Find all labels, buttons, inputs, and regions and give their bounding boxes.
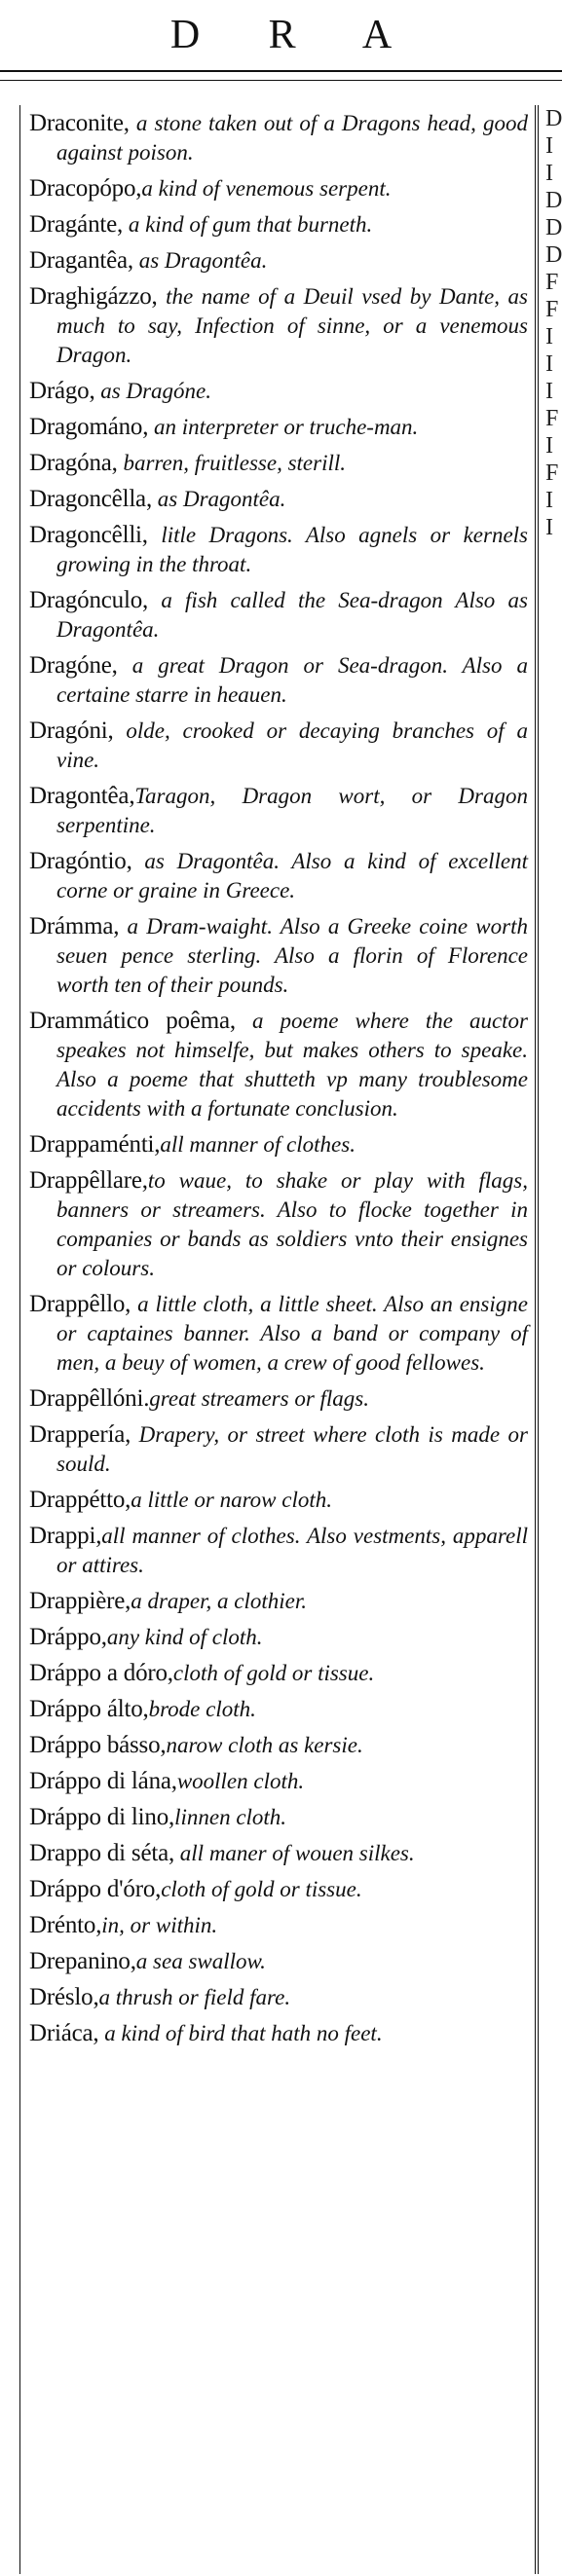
strip-letter: I bbox=[545, 515, 553, 540]
entry-headword: Dragónculo, bbox=[29, 587, 149, 613]
adjacent-column-strip bbox=[545, 105, 562, 2574]
entry-headword: Dráppo di lino, bbox=[29, 1804, 175, 1830]
entry-definition: the name of a Deuil vsed by Dante, as much to say, Infection of sinne, or a venemous Dragon. bbox=[56, 284, 528, 367]
entry-headword: Drappería, bbox=[29, 1421, 131, 1448]
entry-headword: Drappêllo, bbox=[29, 1291, 131, 1317]
entry-definition: a little or narow cloth. bbox=[131, 1488, 333, 1512]
dictionary-entry bbox=[29, 2019, 528, 2048]
dictionary-entry bbox=[29, 1731, 528, 1760]
dictionary-entry bbox=[29, 1947, 528, 1976]
entry-headword: Dragóne, bbox=[29, 652, 118, 679]
strip-letter: I bbox=[545, 379, 553, 404]
entry-definition: barren, fruitlesse, sterill. bbox=[117, 451, 346, 475]
entry-definition: a little cloth, a little sheet. Also an ensigne or captaines banner. Also a band or company of men, a beuy of women, a crew of good fellowes. bbox=[56, 1292, 528, 1375]
entry-headword: Drénto, bbox=[29, 1912, 102, 1938]
dictionary-entry bbox=[29, 1290, 528, 1378]
entry-definition: olde, crooked or decaying branches of a vine. bbox=[56, 718, 528, 772]
entry-definition: a poeme where the auctor speakes not himselfe, but makes others to speake. Also a poeme that shutteth vp many troublesome accidents with a fortunate conclusion. bbox=[56, 1009, 528, 1121]
entry-headword: Dráppo, bbox=[29, 1624, 107, 1650]
strip-letter: F bbox=[545, 406, 559, 431]
dictionary-entry bbox=[29, 246, 528, 276]
entry-headword: Drámma, bbox=[29, 913, 120, 939]
dictionary-entry bbox=[29, 377, 528, 406]
dictionary-entry bbox=[29, 1384, 528, 1414]
dictionary-entry bbox=[29, 1695, 528, 1724]
entry-headword: Dráppo álto, bbox=[29, 1696, 149, 1722]
dictionary-entry bbox=[29, 109, 528, 167]
entry-headword: Dráppo d'óro, bbox=[29, 1876, 162, 1902]
entry-definition: a fish called the Sea-dragon Also as Dragontêa. bbox=[56, 588, 528, 642]
entry-headword: Dragománo, bbox=[29, 414, 149, 440]
dictionary-entry bbox=[29, 1007, 528, 1123]
entry-headword: Dragantêa, bbox=[29, 247, 133, 274]
dictionary-entry bbox=[29, 586, 528, 644]
dictionary-entry bbox=[29, 1587, 528, 1616]
strip-letter: I bbox=[545, 324, 553, 350]
entry-definition: brode cloth. bbox=[148, 1697, 256, 1721]
dictionary-entry bbox=[29, 1166, 528, 1283]
entry-headword: Drappétto, bbox=[29, 1487, 131, 1513]
dictionary-entry bbox=[29, 651, 528, 710]
dictionary-entry bbox=[29, 1623, 528, 1652]
entry-headword: Dragóntio, bbox=[29, 848, 132, 874]
dictionary-entry bbox=[29, 717, 528, 775]
strip-letter: F bbox=[545, 270, 559, 295]
dictionary-entry bbox=[29, 1803, 528, 1832]
strip-letter: I bbox=[545, 433, 553, 459]
entry-headword: Dragánte, bbox=[29, 211, 124, 238]
strip-letter: F bbox=[545, 460, 559, 486]
dictionary-entry bbox=[29, 174, 528, 203]
entry-definition: a draper, a clothier. bbox=[131, 1589, 308, 1613]
dictionary-entry bbox=[29, 282, 528, 370]
entry-definition: great streamers or flags. bbox=[149, 1386, 370, 1411]
strip-letter: I bbox=[545, 161, 553, 186]
dictionary-entry bbox=[29, 1875, 528, 1904]
entry-headword: Draghigázzo, bbox=[29, 283, 158, 310]
dictionary-entry bbox=[29, 449, 528, 478]
strip-letter: I bbox=[545, 133, 553, 159]
entry-definition: Taragon, Dragon wort, or Dragon serpentine. bbox=[56, 784, 528, 837]
entry-definition: a great Dragon or Sea-dragon. Also a certaine starre in heauen. bbox=[56, 653, 528, 707]
dictionary-entry bbox=[29, 847, 528, 905]
entry-list bbox=[29, 109, 528, 2055]
dictionary-entry bbox=[29, 1659, 528, 1688]
column-divider bbox=[538, 105, 539, 2574]
entry-definition: a kind of venemous serpent. bbox=[141, 176, 392, 201]
entry-definition: as Dragontêa. bbox=[132, 248, 268, 273]
entry-definition: an interpreter or truche-man. bbox=[148, 415, 419, 439]
entry-headword: Drágo, bbox=[29, 378, 95, 404]
entry-headword: Drappaménti, bbox=[29, 1131, 161, 1158]
dictionary-entry bbox=[29, 1911, 528, 1940]
dictionary-entry bbox=[29, 912, 528, 1000]
entry-definition: linnen cloth. bbox=[174, 1805, 287, 1829]
page-title: D R A bbox=[169, 13, 422, 57]
entry-definition: as Dragontêa. Also a kind of excellent corne or graine in Greece. bbox=[56, 849, 528, 902]
strip-letter: F bbox=[545, 297, 559, 322]
strip-letter: D bbox=[545, 242, 562, 268]
entry-headword: Dracopópo, bbox=[29, 175, 142, 202]
entry-headword: Dréslo, bbox=[29, 1984, 99, 2010]
entry-definition: a sea swallow. bbox=[135, 1949, 266, 1973]
entry-headword: Dragóni, bbox=[29, 718, 114, 744]
header-rule bbox=[0, 70, 562, 72]
entry-definition: any kind of cloth. bbox=[106, 1625, 263, 1649]
entry-headword: Dráppo básso, bbox=[29, 1732, 167, 1758]
dictionary-entry bbox=[29, 485, 528, 514]
entry-headword: Drappi, bbox=[29, 1523, 102, 1549]
entry-headword: Drappière, bbox=[29, 1588, 131, 1614]
entry-definition: cloth of gold or tissue. bbox=[161, 1877, 362, 1901]
entry-definition: as Dragóne. bbox=[94, 379, 212, 403]
strip-letter: I bbox=[545, 351, 553, 377]
strip-letter: D bbox=[545, 215, 562, 240]
dictionary-entry bbox=[29, 1420, 528, 1479]
entry-definition: all manner of clothes. Also vestments, apparell or attires. bbox=[56, 1524, 528, 1577]
entry-headword: Drappêllare, bbox=[29, 1167, 148, 1194]
entry-headword: Drappo di séta, bbox=[29, 1840, 175, 1866]
entry-definition: a Dram-waight. Also a Greeke coine worth seuen pence sterling. Also a florin of Florence worth ten of their pounds. bbox=[56, 914, 528, 997]
page-header bbox=[0, 0, 562, 97]
entry-headword: Dráppo di lána, bbox=[29, 1768, 177, 1794]
entry-headword: Dráppo a dóro, bbox=[29, 1660, 173, 1686]
entry-definition: a kind of gum that burneth. bbox=[123, 212, 373, 237]
entry-definition: as Dragontêa. bbox=[152, 487, 286, 511]
dictionary-entry bbox=[29, 782, 528, 840]
strip-letter: D bbox=[545, 188, 562, 213]
entry-headword: Dragoncêlla, bbox=[29, 486, 153, 512]
entry-definition: all manner of clothes. bbox=[160, 1132, 356, 1157]
entry-headword: Dragoncêlli, bbox=[29, 522, 148, 548]
entry-definition: a thrush or field fare. bbox=[98, 1985, 291, 2009]
entry-headword: Draconite, bbox=[29, 110, 130, 136]
strip-letter: D bbox=[545, 106, 562, 131]
dictionary-entry bbox=[29, 1486, 528, 1515]
entry-headword: Drepanino, bbox=[29, 1948, 136, 1974]
dictionary-entry bbox=[29, 1839, 528, 1868]
entry-definition: all maner of wouen silkes. bbox=[174, 1841, 415, 1865]
entry-headword: Dragontêa, bbox=[29, 783, 135, 809]
entry-definition: woollen cloth. bbox=[176, 1769, 305, 1793]
strip-letter: I bbox=[545, 488, 553, 513]
entry-headword: Drammático poêma, bbox=[29, 1008, 236, 1034]
entry-definition: Drapery, or street where cloth is made or sould. bbox=[56, 1422, 528, 1476]
dictionary-entry bbox=[29, 1767, 528, 1796]
dictionary-entry bbox=[29, 1983, 528, 2012]
entry-definition: in, or within. bbox=[101, 1913, 218, 1937]
dictionary-entry bbox=[29, 521, 528, 579]
entry-definition: cloth of gold or tissue. bbox=[172, 1661, 375, 1685]
header-rule-thin bbox=[0, 80, 562, 81]
entry-definition: litle Dragons. Also agnels or kernels growing in the throat. bbox=[56, 523, 528, 576]
entry-headword: Driáca, bbox=[29, 2020, 99, 2046]
entry-headword: Drappêllóni. bbox=[29, 1385, 150, 1412]
entry-headword: Dragóna, bbox=[29, 450, 118, 476]
entry-definition: narow cloth as kersie. bbox=[166, 1733, 363, 1757]
dictionary-entry bbox=[29, 210, 528, 239]
entry-definition: a stone taken out of a Dragons head, good against poison. bbox=[56, 111, 528, 165]
dictionary-entry bbox=[29, 1130, 528, 1159]
entry-definition: to waue, to shake or play with flags, banners or streamers. Also to flocke together in companies or bands as soldiers vnto their ensignes or colours. bbox=[56, 1168, 528, 1280]
dictionary-entry bbox=[29, 413, 528, 442]
dictionary-entry bbox=[29, 1522, 528, 1580]
entry-definition: a kind of bird that hath no feet. bbox=[98, 2021, 383, 2045]
